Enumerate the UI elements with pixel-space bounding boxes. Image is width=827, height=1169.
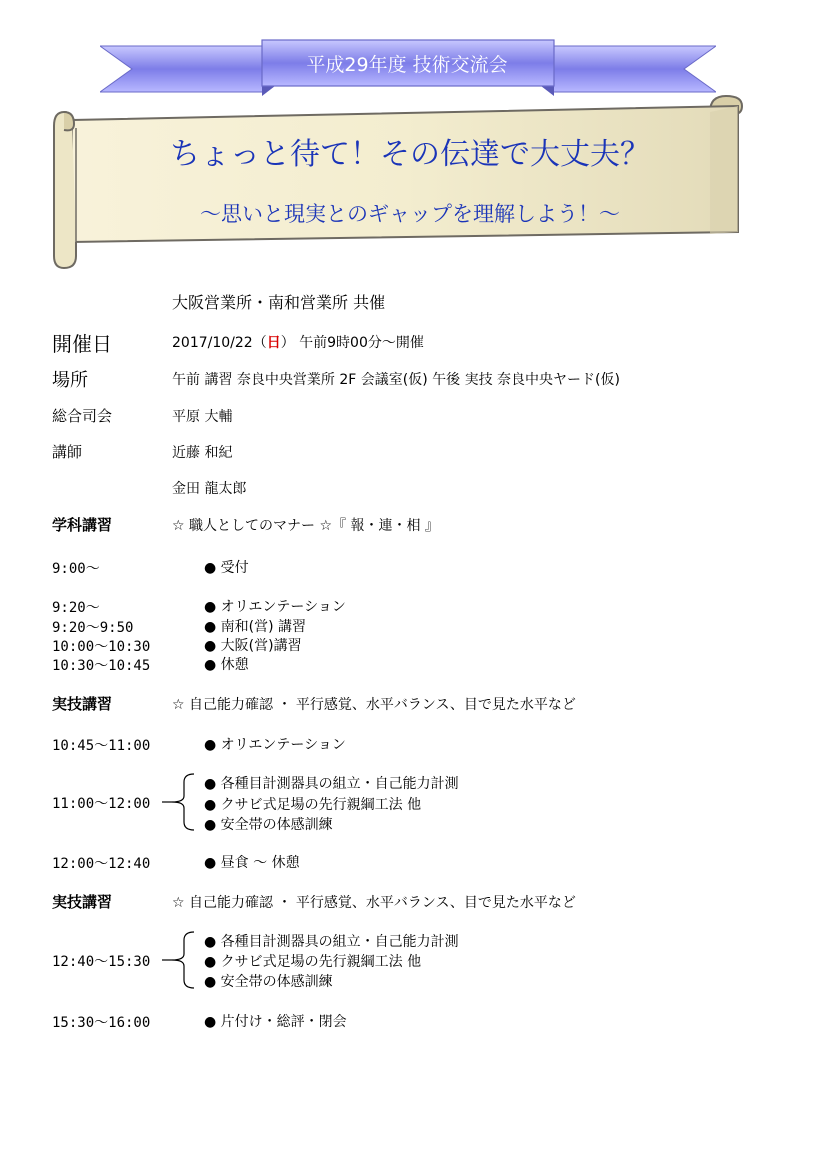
schedule-time: 10:45～11:00 xyxy=(52,738,151,754)
section3-desc: ☆ 自己能力確認 ・ 平行感覚、水平バランス、目で見た水平など xyxy=(172,895,576,911)
schedule-time: 9:00～ xyxy=(52,561,100,577)
place-value: 午前 講習 奈良中央営業所 2F 会議室(仮) 午後 実技 奈良中央ヤード(仮) xyxy=(172,372,620,388)
section2-desc: ☆ 自己能力確認 ・ 平行感覚、水平バランス、目で見た水平など xyxy=(172,697,576,713)
lecturer-2: 金田 龍太郎 xyxy=(172,481,247,497)
lecturer-label: 講師 xyxy=(52,443,83,461)
schedule-item: ● クサビ式足場の先行親綱工法 他 xyxy=(204,954,422,970)
schedule-time: 15:30～16:00 xyxy=(52,1015,151,1031)
date-value xyxy=(172,332,424,352)
main-title: ちょっと待て！その伝達で大丈夫？ xyxy=(170,137,650,172)
lecturer-1: 近藤 和紀 xyxy=(172,445,233,461)
schedule-item: ● 安全帯の体感訓練 xyxy=(204,817,333,833)
schedule-item: ● 各種目計測器具の組立・自己能力計測 xyxy=(204,934,459,950)
place-label: 場所 xyxy=(52,370,88,391)
schedule-time: 9:20～ xyxy=(52,600,100,616)
schedule-time: 11:00～12:00 xyxy=(52,796,151,812)
schedule-time: 9:20～9:50 xyxy=(52,620,134,636)
schedule-time: 12:00～12:40 xyxy=(52,856,151,872)
date-label: 開催日 xyxy=(52,332,112,356)
scroll-banner xyxy=(50,92,750,272)
section2-label: 実技講習 xyxy=(52,695,113,713)
host-line: 大阪営業所・南和営業所 共催 xyxy=(172,293,386,312)
brace xyxy=(160,930,200,990)
schedule-time: 10:00～10:30 xyxy=(52,639,151,655)
date-day: 日 xyxy=(266,335,281,351)
schedule-time: 12:40～15:30 xyxy=(52,954,151,970)
mc-label: 総合司会 xyxy=(52,407,113,425)
schedule-item: ● 昼食 ～ 休憩 xyxy=(204,855,300,871)
date-prefix: 2017/10/22（ xyxy=(172,335,267,351)
schedule-item: ● 受付 xyxy=(204,560,249,576)
brace xyxy=(160,772,200,832)
mc-value: 平原 大輔 xyxy=(172,409,233,425)
schedule-item: ● クサビ式足場の先行親綱工法 他 xyxy=(204,797,422,813)
schedule-item: ● 安全帯の体感訓練 xyxy=(204,974,333,990)
date-suffix: ） 午前9時00分～開催 xyxy=(280,335,424,351)
schedule-item: ● 各種目計測器具の組立・自己能力計測 xyxy=(204,776,459,792)
schedule-item: ● 大阪(営)講習 xyxy=(204,638,302,654)
schedule-item: ● 休憩 xyxy=(204,657,249,673)
section1-desc: ☆ 職人としてのマナー ☆『 報・連・相 』 xyxy=(172,518,439,534)
subtitle: ～思いと現実とのギャップを理解しよう！～ xyxy=(200,202,620,226)
schedule-item: ● オリエンテーション xyxy=(204,599,346,615)
section3-label: 実技講習 xyxy=(52,893,113,911)
schedule-item: ● 南和(営) 講習 xyxy=(204,619,307,635)
schedule-item: ● 片付け・総評・閉会 xyxy=(204,1014,347,1030)
schedule-item: ● オリエンテーション xyxy=(204,737,346,753)
schedule-time: 10:30～10:45 xyxy=(52,658,151,674)
banner-label: 平成29年度 技術交流会 xyxy=(306,54,508,76)
section1-label: 学科講習 xyxy=(52,516,113,534)
